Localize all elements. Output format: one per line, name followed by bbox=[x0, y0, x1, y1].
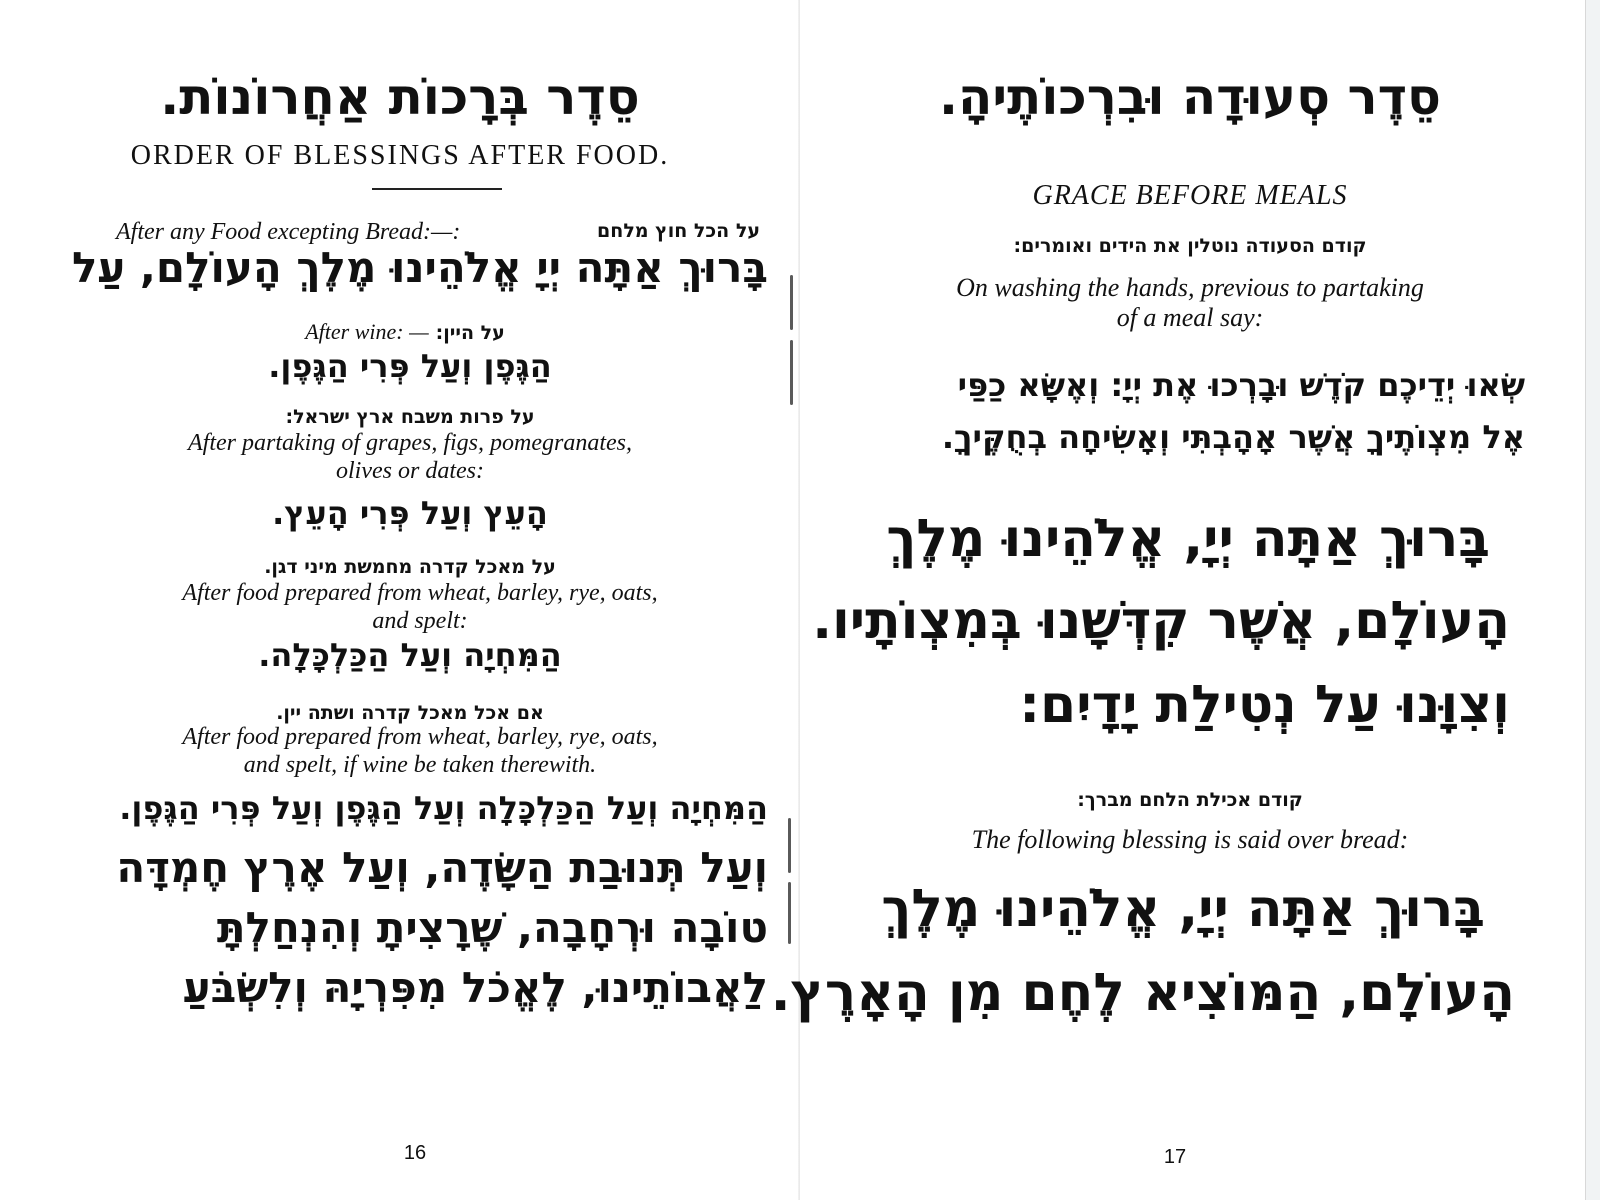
page-number: 16 bbox=[403, 1142, 427, 1164]
right-english-title: GRACE BEFORE MEALS bbox=[1032, 180, 1348, 211]
left-hebrew-title: סֵדֶר בְּרָכוֹת אַחֲרוֹנוֹת. bbox=[160, 68, 640, 126]
washing-blessing-line: בָּרוּךְ אַתָּה יְיָ, אֱלֹהֵינוּ מֶלֶךְ bbox=[886, 509, 1490, 569]
section-instruction: After any Food excepting Bread:—: bbox=[116, 219, 461, 245]
section-instruction: and spelt, if wine be taken therewith. bbox=[243, 752, 597, 778]
blessing-line: בָּרוּךְ אַתָּה יְיָ אֱלֹהֵינוּ מֶלֶךְ הָעוֹלָם, עַל bbox=[71, 243, 768, 292]
blessing-line: לַאֲבוֹתֵינוּ, לֶאֱכֹל מִפִּרְיָהּ וְלִשְׂבֹּעַ bbox=[182, 963, 768, 1012]
blessing-line: הַמִּחְיָה וְעַל הַכַּלְכָּלָה. bbox=[258, 636, 562, 674]
section-label-hebrew: אם אכל מאכל קדרה ושתה יין. bbox=[276, 702, 544, 724]
section-2-instruction-row bbox=[180, 318, 630, 347]
bread-blessing-line: בָּרוּךְ אַתָּה יְיָ, אֱלֹהֵינוּ מֶלֶךְ bbox=[881, 879, 1485, 939]
blessing-line: טוֹבָה וּרְחָבָה, שֶׁרָצִיתָ וְהִנְחַלְתָּ bbox=[216, 903, 768, 952]
blessing-line: הַמִּחְיָה וְעַל הַכַּלְכָּלָה וְעַל הַגֶּפֶן וְעַל פְּרִי הַגֶּפֶן. bbox=[119, 789, 768, 827]
washing-instruction: of a meal say: bbox=[1116, 303, 1264, 332]
right-page bbox=[770, 0, 1590, 1200]
title-divider bbox=[372, 188, 502, 190]
washing-label-hebrew: קודם הסעודה נוטלין את הידים ואומרים: bbox=[1013, 235, 1367, 257]
bread-blessing-line: הָעוֹלָם, הַמּוֹצִיא לֶחֶם מִן הָאָרֶץ. bbox=[770, 963, 1515, 1023]
page-edge bbox=[1585, 0, 1600, 1200]
washing-blessing-line: וְצִוָּנוּ עַל נְטִילַת יָדָיִם: bbox=[1019, 675, 1510, 735]
washing-blessing-line: הָעוֹלָם, אֲשֶׁר קִדְּשָׁנוּ בְּמִצְוֹתָיו. bbox=[812, 591, 1510, 651]
blessing-line: הַגֶּפֶן וְעַל פְּרִי הַגֶּפֶן. bbox=[268, 347, 552, 385]
left-english-title: ORDER OF BLESSINGS AFTER FOOD. bbox=[130, 140, 670, 171]
staple bbox=[790, 340, 793, 405]
washing-instruction: On washing the hands, previous to partaking bbox=[956, 273, 1424, 302]
blessing-line: הָעֵץ וְעַל פְּרִי הָעֵץ. bbox=[272, 494, 548, 532]
section-instruction: After partaking of grapes, figs, pomegranates, bbox=[188, 430, 632, 456]
section-instruction: olives or dates: bbox=[336, 458, 484, 484]
section-instruction: and spelt: bbox=[372, 608, 468, 634]
bread-label-hebrew: קודם אכילת הלחם מברך: bbox=[1077, 789, 1303, 811]
staple bbox=[788, 818, 791, 873]
section-label-hebrew: על היין: bbox=[435, 322, 505, 344]
staple bbox=[790, 275, 793, 330]
section-instruction: After wine: — bbox=[305, 319, 429, 344]
section-instruction: After food prepared from wheat, barley, rye, oats, bbox=[182, 724, 658, 750]
section-label-hebrew: על הכל חוץ מלחם bbox=[597, 220, 760, 242]
section-label-hebrew: על פרות משבח ארץ ישראל: bbox=[285, 406, 535, 428]
staple bbox=[788, 882, 791, 944]
washing-verse-line: שְׂאוּ יְדֵיכֶם קֹדֶשׁ וּבָרְכוּ אֶת יְיָ: וְאֶשָּׂא כַפַּי bbox=[957, 366, 1525, 404]
section-instruction: After food prepared from wheat, barley, rye, oats, bbox=[182, 580, 658, 606]
right-hebrew-title: סֵדֶר סְעוּדָה וּבִרְכוֹתֶיהָ. bbox=[939, 68, 1441, 126]
washing-verse-line: אֶל מִצְוֹתֶיךָ אֲשֶׁר אָהָבְתִּי וְאָשִׂיחָה בְחֻקֶּיךָ. bbox=[941, 418, 1525, 456]
page-number: 17 bbox=[1163, 1146, 1187, 1168]
blessing-line: וְעַל תְּנוּבַת הַשָּׂדֶה, וְעַל אֶרֶץ חֶמְדָּה bbox=[116, 843, 768, 892]
bread-instruction: The following blessing is said over bread: bbox=[971, 825, 1409, 854]
section-label-hebrew: על מאכל קדרה מחמשת מיני דגן. bbox=[264, 556, 556, 578]
